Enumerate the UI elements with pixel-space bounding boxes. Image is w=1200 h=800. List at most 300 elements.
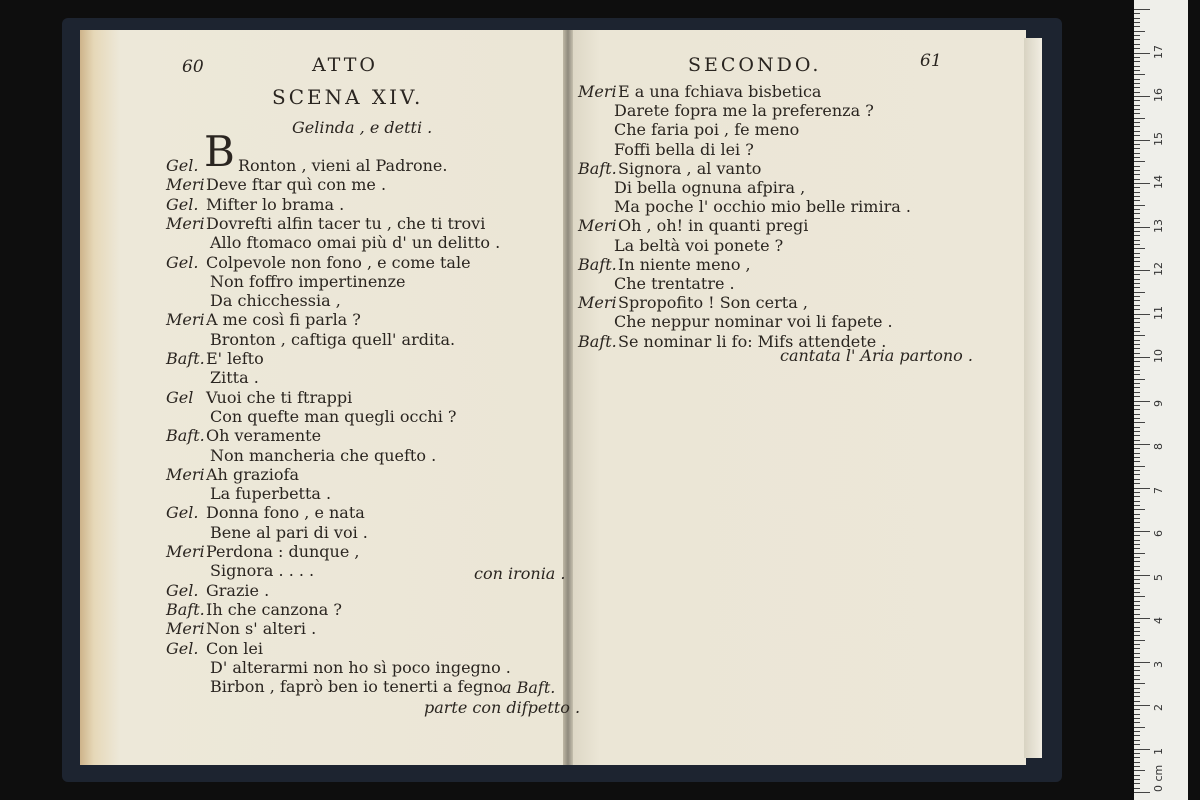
ruler-tick <box>1134 605 1140 606</box>
line-text: Allo ftomaco omai più d' un delitto . <box>210 233 501 253</box>
ruler-tick <box>1134 270 1150 271</box>
ruler-tick <box>1134 31 1145 32</box>
page-fore-edge <box>1024 38 1042 758</box>
ruler-tick <box>1134 153 1140 154</box>
dialogue-line <box>578 216 808 235</box>
ruler-tick <box>1134 709 1140 710</box>
ruler-tick <box>1134 231 1140 232</box>
ruler-tick <box>1134 557 1140 558</box>
speaker-name: Meri <box>166 175 205 195</box>
ruler-tick <box>1134 544 1140 545</box>
ruler-tick <box>1134 553 1145 554</box>
ruler-label: 16 <box>1152 88 1165 102</box>
ruler-tick <box>1134 387 1140 388</box>
speaker-name: Meri <box>166 213 205 233</box>
ruler-tick <box>1134 235 1140 236</box>
right-running-head: SECONDO. <box>688 54 822 76</box>
line-text: Deve ftar quì con me . <box>206 175 387 195</box>
ruler-tick <box>1134 392 1140 393</box>
line-text: Oh veramente <box>206 426 322 446</box>
stage-direction-a-baft: a Baft. <box>502 678 556 697</box>
cast-line: Gelinda , e detti . <box>292 118 433 137</box>
ruler-tick <box>1134 87 1140 88</box>
ruler-tick <box>1134 113 1140 114</box>
ruler-tick <box>1134 444 1150 445</box>
line-text: Ma poche l' occhio mio belle rimira . <box>614 197 911 217</box>
stage-direction-con-ironia: con ironia . <box>474 564 566 583</box>
ruler-tick <box>1134 157 1140 158</box>
speaker-name: Gel. <box>166 252 199 272</box>
line-text: E a una fchiava bisbetica <box>618 82 822 101</box>
ruler-tick <box>1134 9 1150 10</box>
line-text: Donna fono , e nata <box>206 503 365 523</box>
ruler-tick <box>1134 644 1140 645</box>
ruler-tick <box>1134 653 1140 654</box>
speaker-name: Gel. <box>166 156 199 175</box>
line-text: Darete fopra me la preferenza ? <box>614 101 874 121</box>
ruler-tick <box>1134 618 1150 619</box>
ruler-tick <box>1134 540 1140 541</box>
ruler-tick <box>1134 135 1140 136</box>
dialogue-line <box>166 253 471 272</box>
line-text: Con quefte man quegli occhi ? <box>210 406 457 426</box>
ruler-tick <box>1134 353 1140 354</box>
ruler-tick <box>1134 662 1150 663</box>
dialogue-line <box>614 312 893 331</box>
ruler-tick <box>1134 679 1140 680</box>
line-text: Mifter lo brama . <box>206 194 345 214</box>
ruler-tick <box>1134 253 1140 254</box>
speaker-name: Baft. <box>578 254 617 274</box>
dialogue-line <box>210 291 341 310</box>
ruler-tick <box>1134 309 1140 310</box>
ruler-tick <box>1134 318 1140 319</box>
ruler-tick <box>1134 283 1140 284</box>
line-text: Ah graziofa <box>206 464 300 484</box>
line-text: Non s' alteri . <box>206 619 317 639</box>
ruler-tick <box>1134 527 1140 528</box>
ruler-tick <box>1134 18 1140 19</box>
speaker-name: Baft. <box>578 331 617 351</box>
dialogue-line <box>210 233 500 252</box>
ruler-tick <box>1134 566 1140 567</box>
dialogue-line <box>614 274 735 293</box>
ruler-tick <box>1134 496 1140 497</box>
ruler-tick <box>1134 187 1140 188</box>
ruler-tick <box>1134 200 1140 201</box>
dialogue-line <box>210 523 368 542</box>
dialogue-line <box>166 175 386 194</box>
speaker-name: Gel. <box>166 580 199 600</box>
line-text: Spropofito ! Son certa , <box>618 293 808 313</box>
ruler-tick <box>1134 461 1140 462</box>
dialogue-line <box>614 236 783 255</box>
dialogue-line <box>614 101 874 120</box>
ruler-label: 5 <box>1152 573 1165 581</box>
ruler-tick <box>1134 131 1140 132</box>
ruler-tick <box>1134 192 1140 193</box>
ruler-tick <box>1134 627 1140 628</box>
line-text: Che neppur nominar voi li fapete . <box>614 312 893 332</box>
ruler-tick <box>1134 287 1140 288</box>
speaker-name: Gel. <box>166 503 199 523</box>
ruler-tick <box>1134 731 1140 732</box>
ruler-tick <box>1134 105 1140 106</box>
ruler-tick <box>1134 213 1140 214</box>
ruler-tick <box>1134 783 1140 784</box>
line-text: Da chicchessia , <box>210 291 341 311</box>
ruler-tick <box>1134 744 1140 745</box>
ruler-tick <box>1134 279 1140 280</box>
ruler-tick <box>1134 57 1140 58</box>
ruler-tick <box>1134 35 1140 36</box>
dialogue-line <box>578 82 821 101</box>
ruler-tick <box>1134 535 1140 536</box>
ruler-tick <box>1134 675 1140 676</box>
dialogue-line <box>166 214 485 233</box>
line-text: Colpevole non fono , e come tale <box>206 252 471 272</box>
ruler-tick <box>1134 396 1140 397</box>
ruler-tick <box>1134 174 1140 175</box>
ruler-tick <box>1134 374 1140 375</box>
ruler-tick <box>1134 370 1140 371</box>
ruler-tick <box>1134 440 1140 441</box>
line-text: Birbon , faprò ben io tenerti a fegno <box>210 677 504 697</box>
speaker-name: Meri <box>166 619 205 639</box>
ruler-tick <box>1134 609 1140 610</box>
ruler-tick <box>1134 492 1140 493</box>
ruler-tick <box>1134 383 1140 384</box>
ruler-tick <box>1134 314 1150 315</box>
ruler-tick <box>1134 670 1140 671</box>
ruler-tick <box>1134 583 1140 584</box>
ruler-tick <box>1134 414 1140 415</box>
dialogue-line <box>210 484 331 503</box>
measuring-ruler <box>1134 0 1188 800</box>
ruler-tick <box>1134 109 1140 110</box>
stage-direction-cantata: cantata l' Aria partono . <box>780 346 973 365</box>
speaker-name: Meri <box>578 82 617 101</box>
ruler-tick <box>1134 522 1140 523</box>
ruler-tick <box>1134 749 1150 750</box>
dialogue-line <box>166 542 359 561</box>
ruler-tick <box>1134 48 1140 49</box>
ruler-tick <box>1134 722 1140 723</box>
ruler-tick <box>1134 666 1140 667</box>
ruler-tick <box>1134 248 1145 249</box>
line-text: Vuoi che ti ftrappi <box>206 387 353 407</box>
left-running-head: ATTO <box>312 54 378 76</box>
ruler-tick <box>1134 588 1140 589</box>
line-text: D' alterarmi non ho sì poco ingegno . <box>210 657 511 677</box>
ruler-tick <box>1134 79 1140 80</box>
ruler-tick <box>1134 575 1150 576</box>
dialogue-line <box>210 446 436 465</box>
ruler-tick <box>1134 418 1140 419</box>
dialogue-line <box>578 255 751 274</box>
ruler-tick <box>1134 614 1140 615</box>
line-text: Che trentatre . <box>614 274 735 293</box>
ruler-tick <box>1134 96 1150 97</box>
ruler-tick <box>1134 570 1140 571</box>
ruler-tick <box>1134 344 1140 345</box>
scene-title: SCENA XIV. <box>272 85 424 109</box>
ruler-tick <box>1134 648 1140 649</box>
ruler-tick <box>1134 735 1140 736</box>
ruler-label: 14 <box>1152 175 1165 189</box>
ruler-tick <box>1134 274 1140 275</box>
ruler-label: 4 <box>1152 617 1165 624</box>
dialogue-line <box>210 677 503 696</box>
ruler-tick <box>1134 740 1140 741</box>
ruler-label: 6 <box>1152 530 1165 537</box>
ruler-label: 8 <box>1152 443 1165 450</box>
ruler-tick <box>1134 696 1140 697</box>
ruler-tick <box>1134 257 1140 258</box>
ruler-tick <box>1134 170 1140 171</box>
ruler-tick <box>1134 348 1140 349</box>
speaker-name: Baft. <box>166 426 205 446</box>
ruler-tick <box>1134 727 1145 728</box>
line-text: Con lei <box>206 638 263 658</box>
ruler-label: 2 <box>1152 704 1165 711</box>
line-text: Non mancheria che quefto . <box>210 445 437 465</box>
ruler-tick <box>1134 518 1140 519</box>
ruler-tick <box>1134 44 1140 45</box>
ruler-tick <box>1134 179 1140 180</box>
ruler-tick <box>1134 766 1140 767</box>
ruler-tick <box>1134 770 1145 771</box>
ruler-tick <box>1134 161 1145 162</box>
dialogue-line <box>166 619 316 638</box>
dialogue-line <box>614 140 754 159</box>
dialogue-line <box>210 561 314 580</box>
ruler-tick <box>1134 753 1140 754</box>
speaker-name: Baft. <box>578 158 617 178</box>
ruler-label: 9 <box>1152 399 1165 407</box>
ruler-tick <box>1134 757 1140 758</box>
ruler-label: 11 <box>1152 305 1165 320</box>
line-text: Che faria poi , fe meno <box>614 120 800 140</box>
ruler-label: 7 <box>1152 486 1165 494</box>
ruler-tick <box>1134 453 1140 454</box>
ruler-tick <box>1134 296 1140 297</box>
line-text: Oh , oh! in quanti pregi <box>618 216 809 236</box>
ruler-tick <box>1134 448 1140 449</box>
ruler-tick <box>1134 148 1140 149</box>
dialogue-line <box>614 178 805 197</box>
ruler-tick <box>1134 300 1140 301</box>
ruler-tick <box>1134 457 1140 458</box>
ruler-tick <box>1134 483 1140 484</box>
line-text: E' lefto <box>206 349 264 368</box>
ruler-label: 3 <box>1152 660 1165 668</box>
ruler-tick <box>1134 775 1140 776</box>
line-text: A me così fi parla ? <box>206 310 361 330</box>
stage-direction-parte: parte con difpetto . <box>424 698 581 717</box>
speaker-name: Meri <box>166 542 205 561</box>
line-text: La fuperbetta . <box>210 484 332 504</box>
ruler-tick <box>1134 622 1140 623</box>
dialogue-line <box>166 465 299 484</box>
ruler-tick <box>1134 683 1145 684</box>
speaker-name: Baft. <box>166 349 205 368</box>
speaker-name: Meri <box>578 216 617 236</box>
ruler-tick <box>1134 83 1140 84</box>
right-page-number: 61 <box>920 51 942 71</box>
ruler-tick <box>1134 39 1140 40</box>
line-text: Foffi bella di lei ? <box>614 139 754 159</box>
speaker-name: Gel. <box>166 638 199 658</box>
speaker-name: Gel. <box>166 194 199 214</box>
ruler-tick <box>1134 196 1140 197</box>
speaker-name: Gel <box>166 387 194 407</box>
ruler-tick <box>1134 305 1140 306</box>
ruler-tick <box>1134 435 1140 436</box>
dialogue-line <box>578 159 761 178</box>
dialogue-line <box>166 195 344 214</box>
line-text: Perdona : dunque , <box>206 542 360 561</box>
line-text: Non foffro impertinenze <box>210 271 406 291</box>
ruler-tick <box>1134 427 1140 428</box>
ruler-tick <box>1134 509 1145 510</box>
line-text: La beltà voi ponete ? <box>614 235 784 255</box>
ruler-tick <box>1134 474 1140 475</box>
ruler-tick <box>1134 701 1140 702</box>
ruler-tick <box>1134 635 1140 636</box>
dialogue-line <box>166 426 321 445</box>
line-text: Signora , al vanto <box>618 158 762 178</box>
ruler-tick <box>1134 61 1140 62</box>
ruler-tick <box>1134 688 1140 689</box>
speaker-name: Meri <box>166 464 205 484</box>
ruler-label: 17 <box>1152 44 1165 59</box>
ruler-tick <box>1134 335 1145 336</box>
ruler-tick <box>1134 366 1140 367</box>
ruler-unit-label: 0 cm <box>1152 764 1165 792</box>
ruler-tick <box>1134 531 1150 532</box>
ruler-tick <box>1134 92 1140 93</box>
dialogue-line <box>614 197 911 216</box>
ruler-tick <box>1134 166 1140 167</box>
dialogue-line <box>210 330 455 349</box>
ruler-tick <box>1134 718 1140 719</box>
ruler-tick <box>1134 327 1140 328</box>
ruler-tick <box>1134 505 1140 506</box>
ruler-tick <box>1134 601 1140 602</box>
ruler-tick <box>1134 183 1150 184</box>
ruler-tick <box>1134 122 1140 123</box>
ruler-tick <box>1134 331 1140 332</box>
ruler-tick <box>1134 322 1140 323</box>
ruler-label: 15 <box>1152 131 1165 146</box>
ruler-label: 10 <box>1152 349 1165 363</box>
dialogue-line <box>166 503 365 522</box>
line-text: Di bella ognuna afpira , <box>614 178 806 197</box>
ruler-tick <box>1134 479 1140 480</box>
ruler-tick <box>1134 118 1145 119</box>
dialogue-line <box>166 639 263 658</box>
line-text: Zitta . <box>210 368 259 388</box>
line-text: Signora . . . . <box>210 561 315 581</box>
line-text: In niente meno , <box>618 254 751 274</box>
ruler-tick <box>1134 361 1140 362</box>
ruler-tick <box>1134 631 1140 632</box>
speaker-name: Meri <box>166 310 205 330</box>
ruler-label: 1 <box>1152 747 1165 755</box>
ruler-tick <box>1134 405 1140 406</box>
ruler-label: 13 <box>1152 218 1165 233</box>
ruler-tick <box>1134 409 1140 410</box>
line-text: Grazie . <box>206 580 270 600</box>
ruler-tick <box>1134 205 1145 206</box>
ruler-tick <box>1134 126 1140 127</box>
ruler-tick <box>1134 657 1140 658</box>
line-text: Bronton , caftiga quell' ardita. <box>210 329 456 349</box>
dialogue-line <box>614 120 799 139</box>
book-gutter <box>563 30 573 765</box>
ruler-tick <box>1134 379 1145 380</box>
ruler-tick <box>1134 227 1150 228</box>
ruler-tick <box>1134 579 1140 580</box>
ruler-tick <box>1134 70 1140 71</box>
ruler-tick <box>1134 592 1140 593</box>
left-page-number: 60 <box>182 57 204 77</box>
ruler-tick <box>1134 209 1140 210</box>
ruler-tick <box>1134 292 1145 293</box>
speaker-name: Meri <box>578 293 617 313</box>
ruler-tick <box>1134 401 1150 402</box>
ruler-tick <box>1134 466 1145 467</box>
ruler-tick <box>1134 596 1145 597</box>
ruler-label: 12 <box>1152 262 1165 276</box>
dialogue-line <box>166 349 264 368</box>
ruler-tick <box>1134 340 1140 341</box>
ruler-tick <box>1134 792 1150 793</box>
dialogue-line <box>166 310 361 329</box>
ruler-tick <box>1134 705 1150 706</box>
ruler-tick <box>1134 788 1140 789</box>
ruler-tick <box>1134 470 1140 471</box>
ruler-tick <box>1134 501 1140 502</box>
ruler-tick <box>1134 561 1140 562</box>
dialogue-line <box>210 407 457 426</box>
dialogue-line <box>210 658 511 677</box>
drop-cap: B <box>204 127 235 176</box>
ruler-tick <box>1134 244 1140 245</box>
ruler-tick <box>1134 431 1140 432</box>
ruler-tick <box>1134 240 1140 241</box>
ruler-tick <box>1134 714 1140 715</box>
ruler-tick <box>1134 53 1150 54</box>
line-text: Dovrefti alfin tacer tu , che ti trovi <box>206 213 486 233</box>
ruler-tick <box>1134 261 1140 262</box>
dialogue-line <box>166 156 447 175</box>
ruler-tick <box>1134 144 1140 145</box>
ruler-tick <box>1134 13 1140 14</box>
dialogue-line <box>166 600 342 619</box>
ruler-tick <box>1134 140 1150 141</box>
line-text: Ih che canzona ? <box>206 599 342 619</box>
ruler-tick <box>1134 218 1140 219</box>
dialogue-line <box>210 368 259 387</box>
ruler-tick <box>1134 222 1140 223</box>
dialogue-line <box>166 581 269 600</box>
ruler-tick <box>1134 100 1140 101</box>
ruler-tick <box>1134 74 1145 75</box>
ruler-tick <box>1134 266 1140 267</box>
dialogue-line <box>210 272 405 291</box>
